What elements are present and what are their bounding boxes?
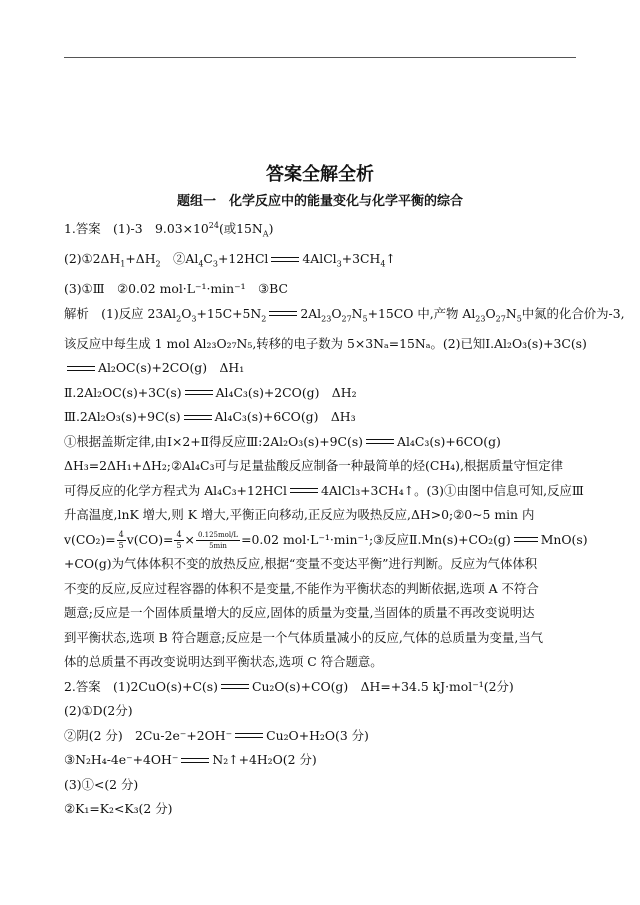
- q1-explain-line-6: ①根据盖斯定律,由Ⅰ×2+Ⅱ得反应Ⅲ:2Al₂O₃(s)+9C(s) Al₄C₃(s)+6CO(g): [64, 433, 501, 449]
- q1-explain-line-13: 题意;反应是一个固体质量增大的反应,固体的质量为变量,当固体的质量不再改变说明达: [64, 605, 535, 621]
- q2-answer-line-4: ③N₂H₄-4e⁻+4OH⁻ N₂↑+4H₂O(2 分): [64, 752, 317, 768]
- reaction-arrow: [184, 413, 212, 423]
- section-subtitle: 题组一 化学反应中的能量变化与化学平衡的综合: [176, 194, 463, 209]
- q2-answer-line-2: (2)①D(2分): [64, 703, 133, 719]
- q1-explain-line-12: 不变的反应,反应过程容器的体积不是变量,不能作为平衡状态的判断依据,选项 A 不符合: [64, 580, 539, 596]
- q1-explain-line-2: 该反应中每生成 1 mol Al₂₃O₂₇N₅,转移的电子数为 5×3Nₐ=15Nₐ。(2)已知Ⅰ.Al₂O₃(s)+3C(s): [64, 335, 587, 351]
- reaction-arrow: [269, 309, 297, 319]
- fraction: $\frac{4}{5}$: [176, 529, 182, 550]
- q1-explain-line-8: 可得反应的化学方程式为 Al₄C₃+12HCl 4AlCl₃+3CH₄↑。(3)①由图中信息可知,反应Ⅲ: [64, 482, 584, 498]
- header-rule: [64, 57, 576, 58]
- q1-explain-line-10: v(CO₂)= $\frac{4}{5}$ v(CO)= $\frac{4}{5}$ × $\frac{\text{0.125mol/L}}{5\min}$ =0.02 mol·L⁻¹·min⁻¹;③反应Ⅱ.Mn(s)+CO₂(g) MnO(s): [64, 529, 588, 550]
- q1-answer-line-1: 1.答案 (1)-3 $9.03\times 10^{24}$(或$15N_A$): [64, 221, 274, 239]
- reaction-arrow: [235, 731, 263, 741]
- q1-explain-line-9: 升高温度,lnK 增大,则 K 增大,平衡正向移动,正反应为吸热反应,ΔH>0;②0~5 min 内: [64, 507, 535, 523]
- reaction-arrow: [67, 364, 95, 374]
- q2-answer-line-3: ②阴(2 分) 2Cu-2e⁻+2OH⁻ Cu₂O+H₂O(3 分): [64, 727, 369, 743]
- reaction-arrow: [221, 682, 249, 692]
- q1-explain-line-4: Ⅱ.2Al₂OC(s)+3C(s) Al₄C₃(s)+2CO(g) ΔH₂: [64, 384, 357, 400]
- q1-explain-line-3: Al₂OC(s)+2CO(g) ΔH₁: [64, 356, 582, 381]
- reaction-arrow: [366, 437, 394, 447]
- q1-explain-line-14: 到平衡状态,选项 B 符合题意;反应是一个气体质量减小的反应,气体的总质量为变量,当气: [64, 629, 544, 645]
- q1-explain-line-11: +CO(g)为气体体积不变的放热反应,根据“变量不变达平衡”进行判断。反应为气体体积: [64, 556, 538, 572]
- fraction: $\frac{\text{0.125mol/L}}{5\min}$: [197, 530, 239, 550]
- q1-explain-line-15: 体的总质量不再改变说明达到平衡状态,选项 C 符合题意。: [64, 654, 383, 670]
- q1-explain-line-7: ΔH₃=2ΔH₁+ΔH₂;②Al₄C₃可与足量盐酸反应制备一种最简单的烃(CH₄),根据质量守恒定律: [64, 458, 564, 474]
- reaction-arrow: [290, 486, 318, 496]
- fraction: $\frac{4}{5}$: [118, 529, 124, 550]
- reaction-arrow: [181, 756, 209, 766]
- equilibrium-arrow: [514, 535, 538, 545]
- q1-explain-line-5: Ⅲ.2Al₂O₃(s)+9C(s) Al₄C₃(s)+6CO(g) ΔH₃: [64, 409, 356, 425]
- page-title: 答案全解全析: [266, 164, 374, 185]
- q1-explain-line-1: 解析 (1)反应 $23Al_2O_3+15C+5N_2$ $2Al_{23}O_{27}N_5+15CO$ 中,产物 $Al_{23}O_{27}N_5$中氮的化合价为-3,: [64, 305, 625, 324]
- q1-answer-line-3: (3)①Ⅲ ②0.02 mol·L⁻¹·min⁻¹ ③BC: [64, 281, 288, 297]
- q1-answer-line-2: $(2)①2\Delta H_1+\Delta H_2$ $②Al_4C_3+12HCl$ $4AlCl_3+3CH_4↑$: [64, 251, 396, 269]
- q2-answer-line-5: (3)①<(2 分): [64, 776, 139, 792]
- q2-answer-line-1: 2.答案 (1)2CuO(s)+C(s) Cu₂O(s)+CO(g) ΔH=+34.5 kJ·mol⁻¹(2分): [64, 678, 514, 694]
- reaction-arrow: [271, 255, 299, 265]
- q2-answer-line-6: ②K₁=K₂<K₃(2 分): [64, 801, 173, 817]
- reaction-arrow: [185, 388, 213, 398]
- answer-body: [64, 214, 625, 822]
